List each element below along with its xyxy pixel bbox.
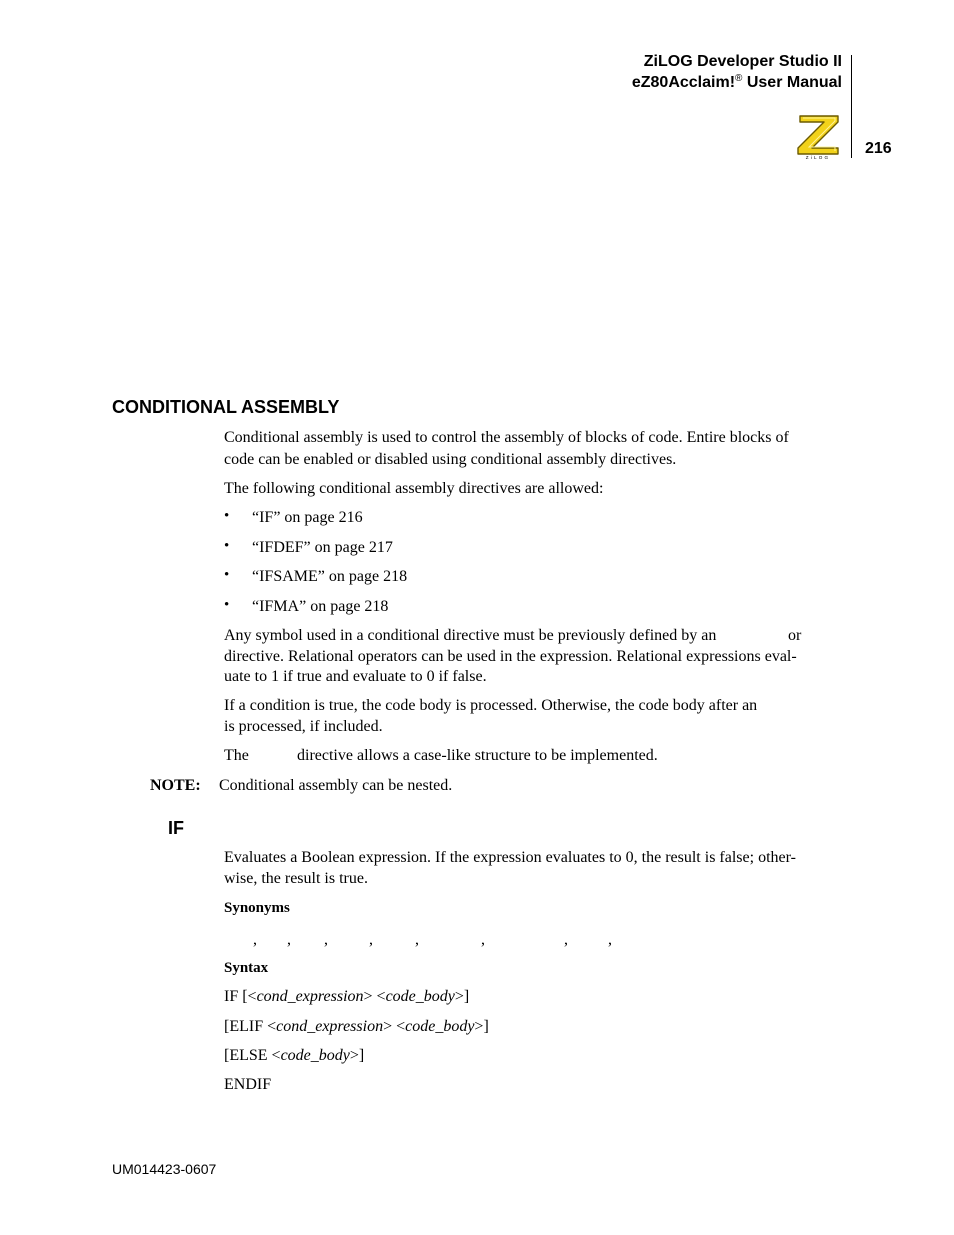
syntax-param: cond_expression	[276, 1018, 384, 1035]
list-item	[224, 538, 393, 558]
bullet-link-ifsame[interactable]: “IFSAME” on page 218	[252, 568, 408, 585]
syntax-text: >]	[454, 988, 470, 1005]
synonyms-label: Synonyms	[224, 900, 290, 916]
syntax-text: >]	[474, 1018, 489, 1035]
bullet-link-ifdef[interactable]: “IFDEF” on page 217	[252, 539, 393, 556]
if-desc-line-1: Evaluates a Boolean expression. If the expression evaluates to 0, the result is false; other-	[224, 849, 796, 866]
header-divider	[851, 55, 852, 158]
synonym-separator: ,	[287, 931, 291, 948]
condition-line-2: is processed, if included.	[224, 718, 383, 735]
syntax-param: code_body	[280, 1047, 350, 1064]
synonym-separator: ,	[415, 931, 419, 948]
bullet-icon: •	[224, 538, 230, 554]
syntax-text: >]	[349, 1047, 365, 1064]
section-heading: CONDITIONAL ASSEMBLY	[112, 397, 340, 417]
syntax-param: code_body	[385, 988, 455, 1005]
symbol-line-1b: or	[788, 627, 802, 644]
syntax-param: cond_expression	[256, 988, 364, 1005]
header-title-line2	[632, 72, 842, 93]
syntax-text: > <	[363, 988, 386, 1005]
header-product-name: eZ80Acclaim!	[631, 74, 736, 91]
synonym-separator: ,	[253, 931, 257, 948]
syntax-line-if	[224, 987, 469, 1007]
condition-line-1: If a condition is true, the code body is processed. Otherwise, the code body after an	[224, 697, 758, 714]
syntax-text: [ELIF <	[224, 1018, 277, 1035]
bullet-link-ifma[interactable]: “IFMA” on page 218	[252, 598, 389, 615]
list-item	[224, 597, 388, 617]
synonym-separator: ,	[324, 931, 328, 948]
list-item	[224, 508, 363, 528]
intro-line-2: code can be enabled or disabled using conditional assembly directives.	[224, 451, 677, 468]
list-intro: The following conditional assembly directives are allowed:	[224, 480, 604, 497]
syntax-label: Syntax	[224, 960, 269, 976]
syntax-line-elif	[224, 1017, 489, 1037]
zilog-logo-icon	[794, 114, 842, 160]
note-text: Conditional assembly can be nested.	[219, 777, 453, 794]
synonym-separator: ,	[481, 931, 485, 948]
bullet-icon: •	[224, 567, 230, 583]
synonym-separator: ,	[369, 931, 373, 948]
registered-mark: ®	[735, 73, 743, 84]
bullet-icon: •	[224, 597, 230, 613]
bullet-link-if[interactable]: “IF” on page 216	[252, 509, 363, 526]
case-line-a: The	[224, 747, 249, 764]
footer-doc-id: UM014423-0607	[112, 1161, 217, 1177]
list-item	[224, 567, 407, 587]
symbol-line-3: uate to 1 if true and evaluate to 0 if false.	[224, 668, 487, 685]
symbol-line-1a: Any symbol used in a conditional directive must be previously defined by an	[224, 627, 717, 644]
header-manual-name: User Manual	[742, 74, 842, 91]
note-label: NOTE:	[150, 777, 201, 794]
logo-text: ZiLOG	[805, 155, 831, 160]
synonym-separator: ,	[564, 931, 568, 948]
syntax-text: > <	[383, 1018, 406, 1035]
intro-line-1: Conditional assembly is used to control the assembly of blocks of code. Entire blocks of	[224, 429, 789, 446]
case-line-b: directive allows a case-like structure to be implemented.	[297, 747, 658, 764]
bullet-icon: •	[224, 508, 230, 524]
synonym-separator: ,	[608, 931, 612, 948]
syntax-param: code_body	[405, 1018, 475, 1035]
syntax-line-else	[224, 1046, 364, 1066]
syntax-line-endif: ENDIF	[224, 1076, 272, 1093]
syntax-text: IF [<	[224, 988, 257, 1005]
if-heading: IF	[168, 818, 184, 838]
symbol-line-2: directive. Relational operators can be used in the expression. Relational expressions eval-	[224, 648, 797, 665]
if-desc-line-2: wise, the result is true.	[224, 870, 368, 887]
header-title-line1: ZiLOG Developer Studio II	[643, 53, 842, 70]
syntax-text: [ELSE <	[224, 1047, 281, 1064]
page-number: 216	[865, 140, 892, 157]
